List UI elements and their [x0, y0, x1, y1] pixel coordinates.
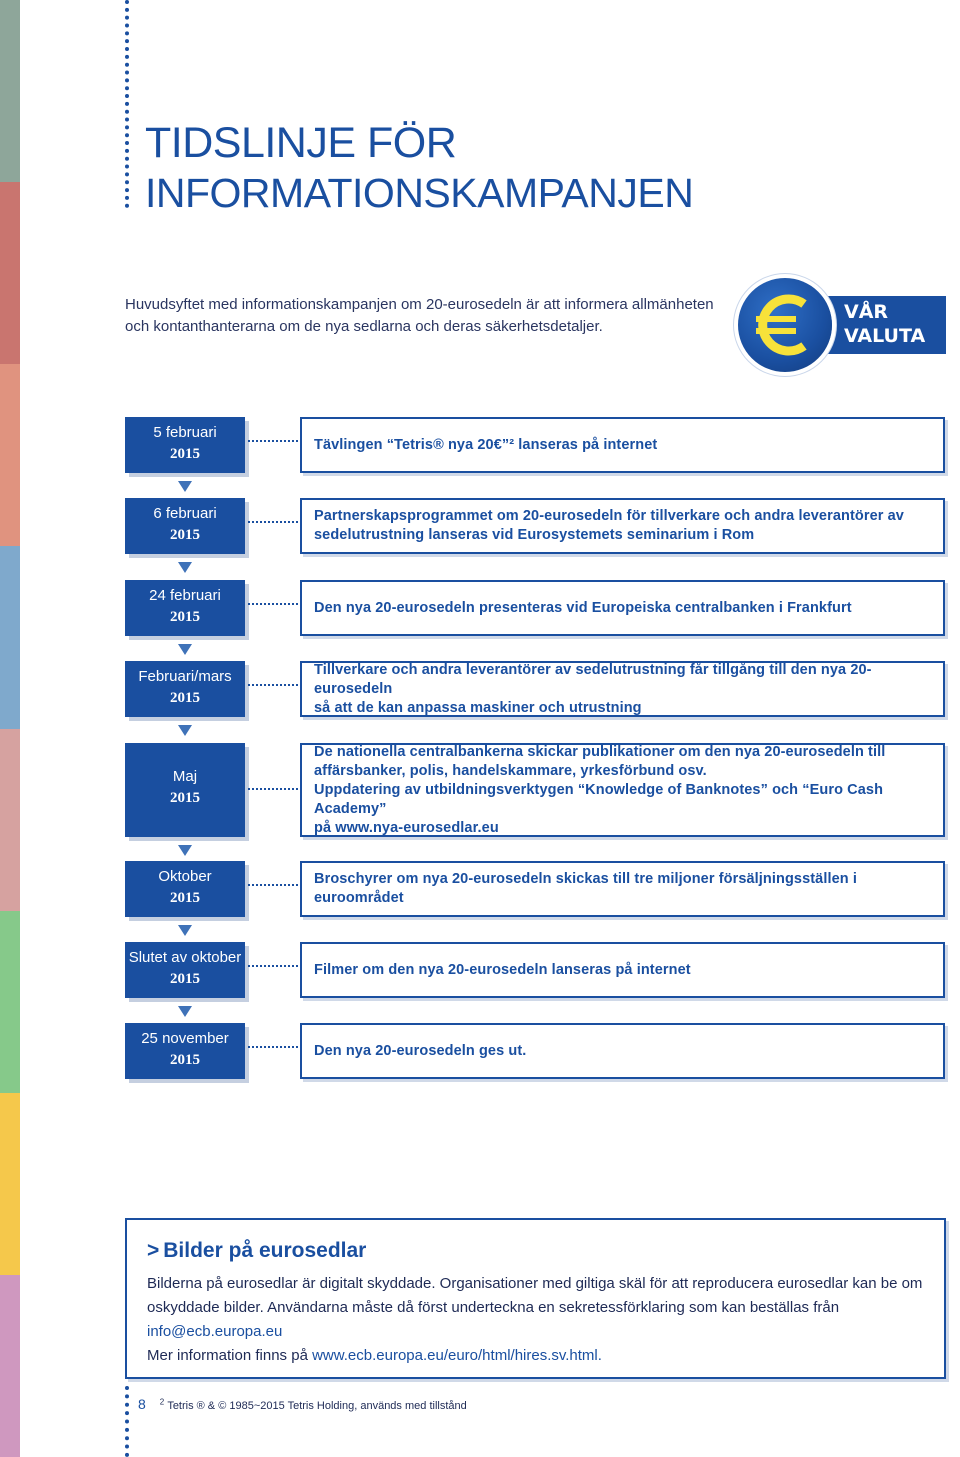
- timeline-date-label: 5 februari: [153, 424, 217, 441]
- timeline-connector: [248, 440, 298, 442]
- timeline-year: 2015: [170, 609, 200, 625]
- var-valuta-logo: [738, 278, 948, 374]
- timeline-event: [300, 498, 945, 554]
- hires-link[interactable]: www.ecb.europa.eu/euro/html/hires.sv.html.: [312, 1347, 602, 1364]
- title-line-2: INFORMATIONSKAMPANJEN: [145, 170, 694, 216]
- timeline-date: [125, 1023, 245, 1079]
- page-title: [145, 118, 693, 218]
- footer: [138, 1396, 467, 1412]
- title-line-1: TIDSLINJE FÖR: [145, 119, 457, 167]
- timeline-event-text: sedelutrustning lanseras vid Eurosystemets seminarium i Rom: [314, 527, 755, 543]
- timeline-event-text: på www.nya-eurosedlar.eu: [314, 819, 499, 836]
- timeline-year: 2015: [170, 527, 200, 543]
- info-heading-text: Bilder på eurosedlar: [163, 1239, 367, 1262]
- footnote-text: Tetris ® & © 1985~2015 Tetris Holding, används med tillstånd: [167, 1400, 467, 1412]
- band-segment: [0, 1093, 20, 1275]
- band-segment: [0, 182, 20, 364]
- band-segment: [0, 911, 20, 1093]
- chevron-right-icon: >: [147, 1239, 160, 1262]
- band-segment: [0, 1275, 20, 1457]
- timeline-event-text: Broschyrer om nya 20-eurosedeln skickas till tre miljoner försäljningsställen i euroområdet: [314, 871, 857, 906]
- timeline-connector: [248, 1046, 298, 1048]
- timeline-connector: [248, 684, 298, 686]
- timeline-date: [125, 498, 245, 554]
- page-number: 8: [138, 1396, 146, 1412]
- email-link[interactable]: info@ecb.europa.eu: [147, 1323, 283, 1340]
- timeline-connector: [248, 521, 298, 523]
- down-arrow-icon: [178, 1006, 192, 1017]
- timeline-year: 2015: [170, 1052, 200, 1068]
- footnote-marker: 2: [159, 1397, 165, 1407]
- down-arrow-icon: [178, 925, 192, 936]
- timeline-event-text: Filmer om den nya 20-eurosedeln lanseras på internet: [314, 961, 691, 978]
- euro-icon: [738, 278, 832, 372]
- timeline-date-label: Slutet av oktober: [128, 949, 242, 966]
- timeline-year: 2015: [170, 790, 200, 806]
- timeline-event: [300, 1023, 945, 1079]
- timeline-event: [300, 580, 945, 636]
- timeline-year: 2015: [170, 446, 200, 462]
- timeline-date-label: Oktober: [158, 868, 212, 885]
- logo-line-1: VÅR: [844, 301, 889, 323]
- band-segment: [0, 364, 20, 546]
- info-heading: [147, 1238, 924, 1264]
- timeline-event-text: Tillverkare och andra leverantörer av sedelutrustning får tillgång till den nya 20-eurosedeln: [314, 661, 872, 697]
- dotted-guide-top: [125, 0, 129, 208]
- timeline-connector: [248, 788, 298, 790]
- band-segment: [0, 729, 20, 911]
- band-segment: [0, 0, 20, 182]
- timeline-event-text: Partnerskapsprogrammet om 20-eurosedeln för tillverkare och andra leverantörer av: [314, 508, 904, 524]
- info-more: [147, 1344, 924, 1368]
- timeline-date-label: Februari/mars: [138, 668, 232, 685]
- timeline-date-label: Maj: [172, 768, 198, 785]
- timeline-event: [300, 861, 945, 917]
- timeline-event-text: Den nya 20-eurosedeln ges ut.: [314, 1042, 527, 1059]
- timeline-event: [300, 942, 945, 998]
- down-arrow-icon: [178, 481, 192, 492]
- timeline-year: 2015: [170, 690, 200, 706]
- timeline-event-text: affärsbanker, polis, handelskammare, yrkesförbund osv.: [314, 762, 707, 779]
- down-arrow-icon: [178, 845, 192, 856]
- timeline-event: [300, 661, 945, 717]
- timeline-date: [125, 417, 245, 473]
- timeline-event-text: så att de kan anpassa maskiner och utrustning: [314, 699, 642, 716]
- down-arrow-icon: [178, 644, 192, 655]
- timeline-connector: [248, 965, 298, 967]
- timeline-date: [125, 861, 245, 917]
- timeline-year: 2015: [170, 890, 200, 906]
- band-segment: [0, 546, 20, 728]
- timeline-event-text: De nationella centralbankerna skickar publikationer om den nya 20-eurosedeln till: [314, 743, 886, 760]
- info-box: [125, 1218, 946, 1379]
- info-paragraph: [147, 1272, 924, 1344]
- timeline-date-label: 24 februari: [149, 587, 221, 604]
- timeline-event-text: Tävlingen “Tetris® nya 20€”² lanseras på internet: [314, 436, 658, 453]
- down-arrow-icon: [178, 562, 192, 573]
- intro-text: Huvudsyftet med informationskampanjen om 20-eurosedeln är att informera allmänheten och kontanthanterarna om de nya sedlarna och deras säkerhetsdetaljer.: [125, 296, 714, 335]
- timeline-event: [300, 417, 945, 473]
- timeline-connector: [248, 603, 298, 605]
- timeline-event-text: Uppdatering av utbildningsverktygen “Knowledge of Banknotes” och “Euro Cash Academy”: [314, 781, 884, 817]
- timeline-event-text: Den nya 20-eurosedeln presenteras vid Europeiska centralbanken i Frankfurt: [314, 599, 852, 616]
- timeline-date-label: 6 februari: [153, 505, 217, 522]
- timeline-date: [125, 661, 245, 717]
- timeline-event: [300, 743, 945, 837]
- dotted-guide-bottom: [125, 1386, 129, 1457]
- color-band: [0, 0, 20, 1457]
- timeline-date: [125, 580, 245, 636]
- down-arrow-icon: [178, 725, 192, 736]
- timeline-date: [125, 942, 245, 998]
- timeline-date: [125, 743, 245, 837]
- info-text: Bilderna på eurosedlar är digitalt skyddade. Organisationer med giltiga skäl för att reproducera eurosedlar kan be om oskyddade bilder. Användarna måste då först underteckna en sekretessförklaring som kan beställas från: [147, 1275, 923, 1316]
- timeline-date-label: 25 november: [141, 1030, 229, 1047]
- info-more-prefix: Mer information finns på: [147, 1347, 313, 1364]
- timeline-year: 2015: [170, 971, 200, 987]
- timeline-connector: [248, 884, 298, 886]
- logo-line-2: VALUTA: [844, 325, 926, 347]
